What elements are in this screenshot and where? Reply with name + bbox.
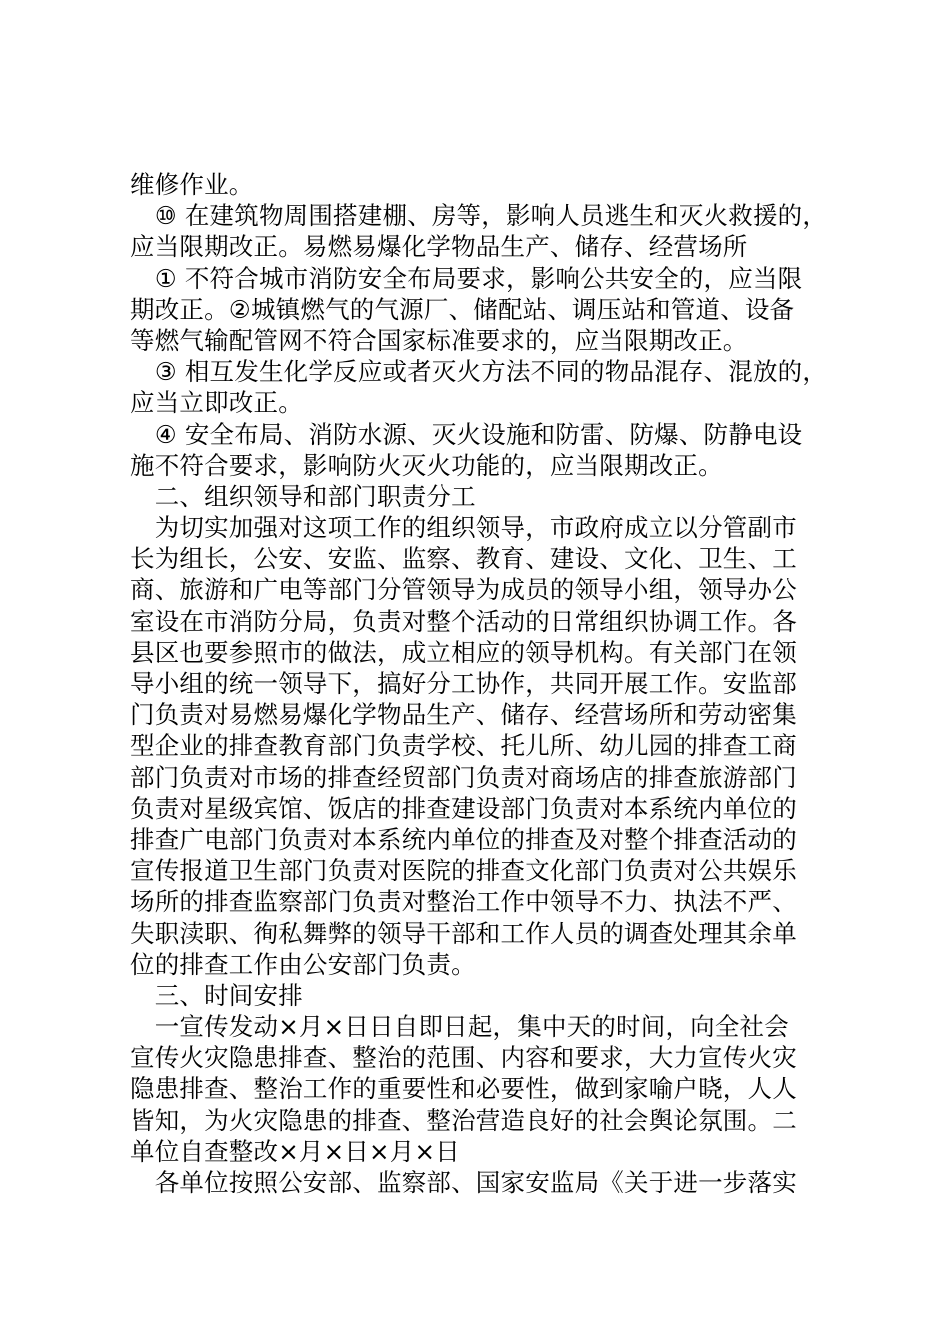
text-line: 部门负责对市场的排查经贸部门负责对商场店的排查旅游部门 [130,762,797,792]
text-line: 排查广电部门负责对本系统内单位的排查及对整个排查活动的 [130,824,797,854]
text-line: 型企业的排查教育部门负责学校、托儿所、幼儿园的排查工商 [130,731,797,761]
text-line: 县区也要参照市的做法，成立相应的领导机构。有关部门在领 [130,637,797,667]
text-line: 单位自查整改×月×日×月×日 [130,1136,460,1166]
text-line: ③ 相互发生化学反应或者灭火方法不同的物品混存、混放的， [130,357,828,387]
text-line: ⑩ 在建筑物周围搭建棚、房等，影响人员逃生和灭火救援的， [130,201,828,231]
text-line: 维修作业。 [130,170,254,199]
text-line: 位的排查工作由公安部门负责。 [130,949,476,979]
text-line: 期改正。②城镇燃气的气源厂、储配站、调压站和管道、设备 [130,294,795,324]
text-line: 室设在市消防分局，负责对整个活动的日常组织协调工作。各 [130,606,797,636]
text-line: 应当立即改正。 [130,388,303,418]
text-line: 施不符合要求，影响防火灭火功能的，应当限期改正。 [130,450,723,480]
text-line: 为切实加强对这项工作的组织领导，市政府成立以分管副市 [130,513,797,543]
text-line: 一宣传发动×月×日日自即日起，集中天的时间，向全社会 [130,1012,789,1042]
section-heading: 三、时间安排 [130,980,303,1010]
section-heading: 二、组织领导和部门职责分工 [130,481,476,511]
document-body [130,169,826,1198]
text-line: ④ 安全布局、消防水源、灭火设施和防雷、防爆、防静电设 [130,419,803,449]
text-line: 场所的排查监察部门负责对整治工作中领导不力、执法不严、 [130,887,797,917]
text-line: 应当限期改正。易燃易爆化学物品生产、储存、经营场所 [130,232,748,262]
text-line: 负责对星级宾馆、饭店的排查建设部门负责对本系统内单位的 [130,793,797,823]
text-line: 商、旅游和广电等部门分管领导为成员的领导小组，领导办公 [130,575,797,605]
text-line: 等燃气输配管网不符合国家标准要求的，应当限期改正。 [130,325,748,355]
text-line: 各单位按照公安部、监察部、国家安监局《关于进一步落实 [130,1168,797,1197]
text-line: 长为组长，公安、安监、监察、教育、建设、文化、卫生、工 [130,544,797,574]
text-line: 门负责对易燃易爆化学物品生产、储存、经营场所和劳动密集 [130,700,797,730]
text-line: 皆知，为火灾隐患的排查、整治营造良好的社会舆论氛围。二 [130,1105,797,1135]
text-line: 宣传报道卫生部门负责对医院的排查文化部门负责对公共娱乐 [130,856,797,886]
text-line: 失职渎职、徇私舞弊的领导干部和工作人员的调查处理其余单 [130,918,797,948]
text-line: 导小组的统一领导下，搞好分工协作，共同开展工作。安监部 [130,669,797,698]
text-line: 隐患排查、整治工作的重要性和必要性，做到家喻户晓，人人 [130,1074,797,1104]
text-line: ① 不符合城市消防安全布局要求，影响公共安全的，应当限 [130,263,803,293]
text-line: 宣传火灾隐患排查、整治的范围、内容和要求，大力宣传火灾 [130,1043,797,1073]
